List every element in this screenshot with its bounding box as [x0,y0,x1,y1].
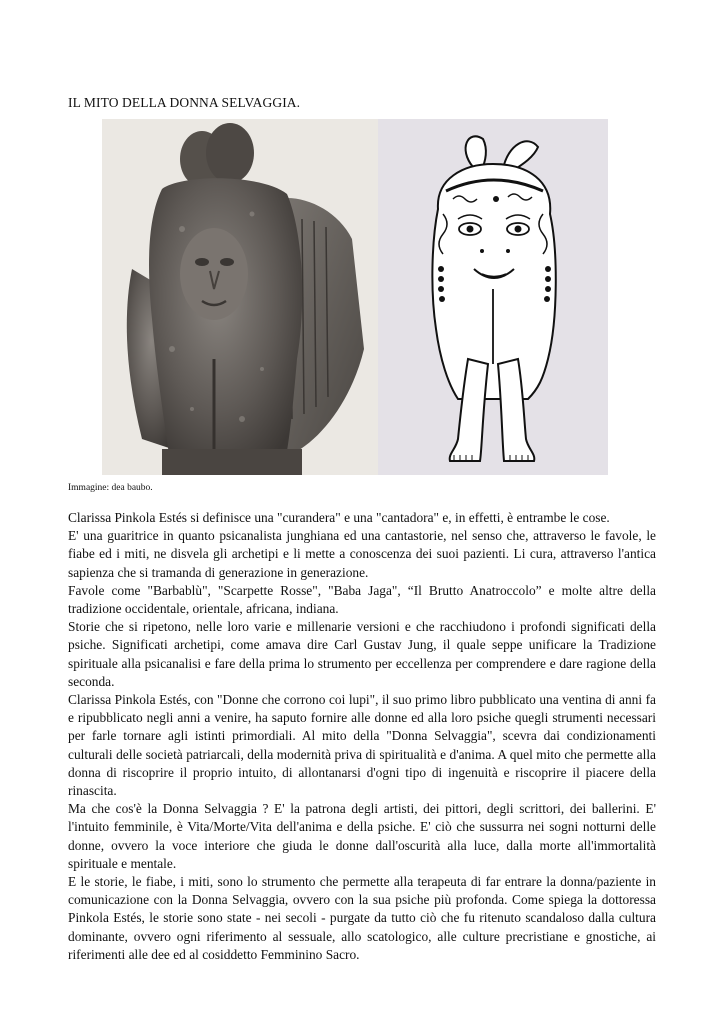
figure [102,119,608,475]
paragraph: Favole come "Barbablù", "Scarpette Rosse", "Baba Jaga", “Il Brutto Anatroccolo” e molte altre della tradizione occidentale, orientale, africana, indiana. [68,582,656,617]
paragraph: Storie che si ripetono, nelle loro varie e millenarie versioni e che racchiudono i profondi significati della psiche. Significati archetipi, come amava dire Carl Gustav Jung, il quale seppe unificare la Tradizione spirituale alla psicanalisi e fare della prima lo strumento per eccellenza per comprendere e dare ragione della seconda. [68,619,656,689]
baubo-drawing-image [378,119,608,475]
paragraph: Clarissa Pinkola Estés, con "Donne che corrono coi lupi", il suo primo libro pubblicato una ventina di anni fa e ripubblicato negli anni a venire, ha saputo fornire alle donne ed alla loro psiche quegli strumenti necessari per farle tornare agli istinti primordiali. Al mito della "Donna Selvaggia", scevra dai condizionamenti culturali delle società patriarcali, della modernità priva di spiritualità e d'anima. A quel mito che permette alla donna di riscoprire il proprio intuito, di allontanarsi d'ogni tipo di ingenuità e riscoprire il piacere della rinascita. [68,692,656,799]
page-title: IL MITO DELLA DONNA SELVAGGIA. [68,95,301,110]
paragraph: E' una guaritrice in quanto psicanalista junghiana ed una cantastorie, nel senso che, attraverso le favole, le fiabe ed i miti, ne disvela gli archetipi e li mette a conoscenza dei suoi pazienti. Li cura, attraverso l'antica sapienza che si tramanda di generazione in generazione. [68,528,656,580]
article-body [68,509,656,964]
paragraph: Clarissa Pinkola Estés si definisce una "curandera" e una "cantadora" e, in effetti, è entrambe le cose. [68,510,610,525]
paragraph: Ma che cos'è la Donna Selvaggia ? E' la patrona degli artisti, dei pittori, degli scrittori, dei ballerini. E' l'intuito femminile, è Vita/Morte/Vita dell'anima e della psiche. E' ciò che sussurra nei sogni notturni delle donne, ovvero la voce interiore che giuda le donne dall'oscurità alla luce, dalla morte all'immortalità spirituale e mentale. [68,801,656,871]
paragraph: E le storie, le fiabe, i miti, sono lo strumento che permette alla terapeuta di far entrare la donna/paziente in comunicazione con la Donna Selvaggia, ovvero con la sua psiche più profonda. Come spiega la dottoressa Pinkola Estés, le storie sono state - nei secoli - purgate da tutto ciò che fu ritenuto scandaloso dalla cultura dominante, ovvero ogni riferimento al sessuale, allo scatologico, alle culture precristiane e gnostiche, ai riferimenti alle dee ed al cosiddetto Femminino Sacro. [68,874,656,962]
image-caption: Immagine: dea baubo. [68,483,153,493]
statue-photo-image [102,119,378,475]
